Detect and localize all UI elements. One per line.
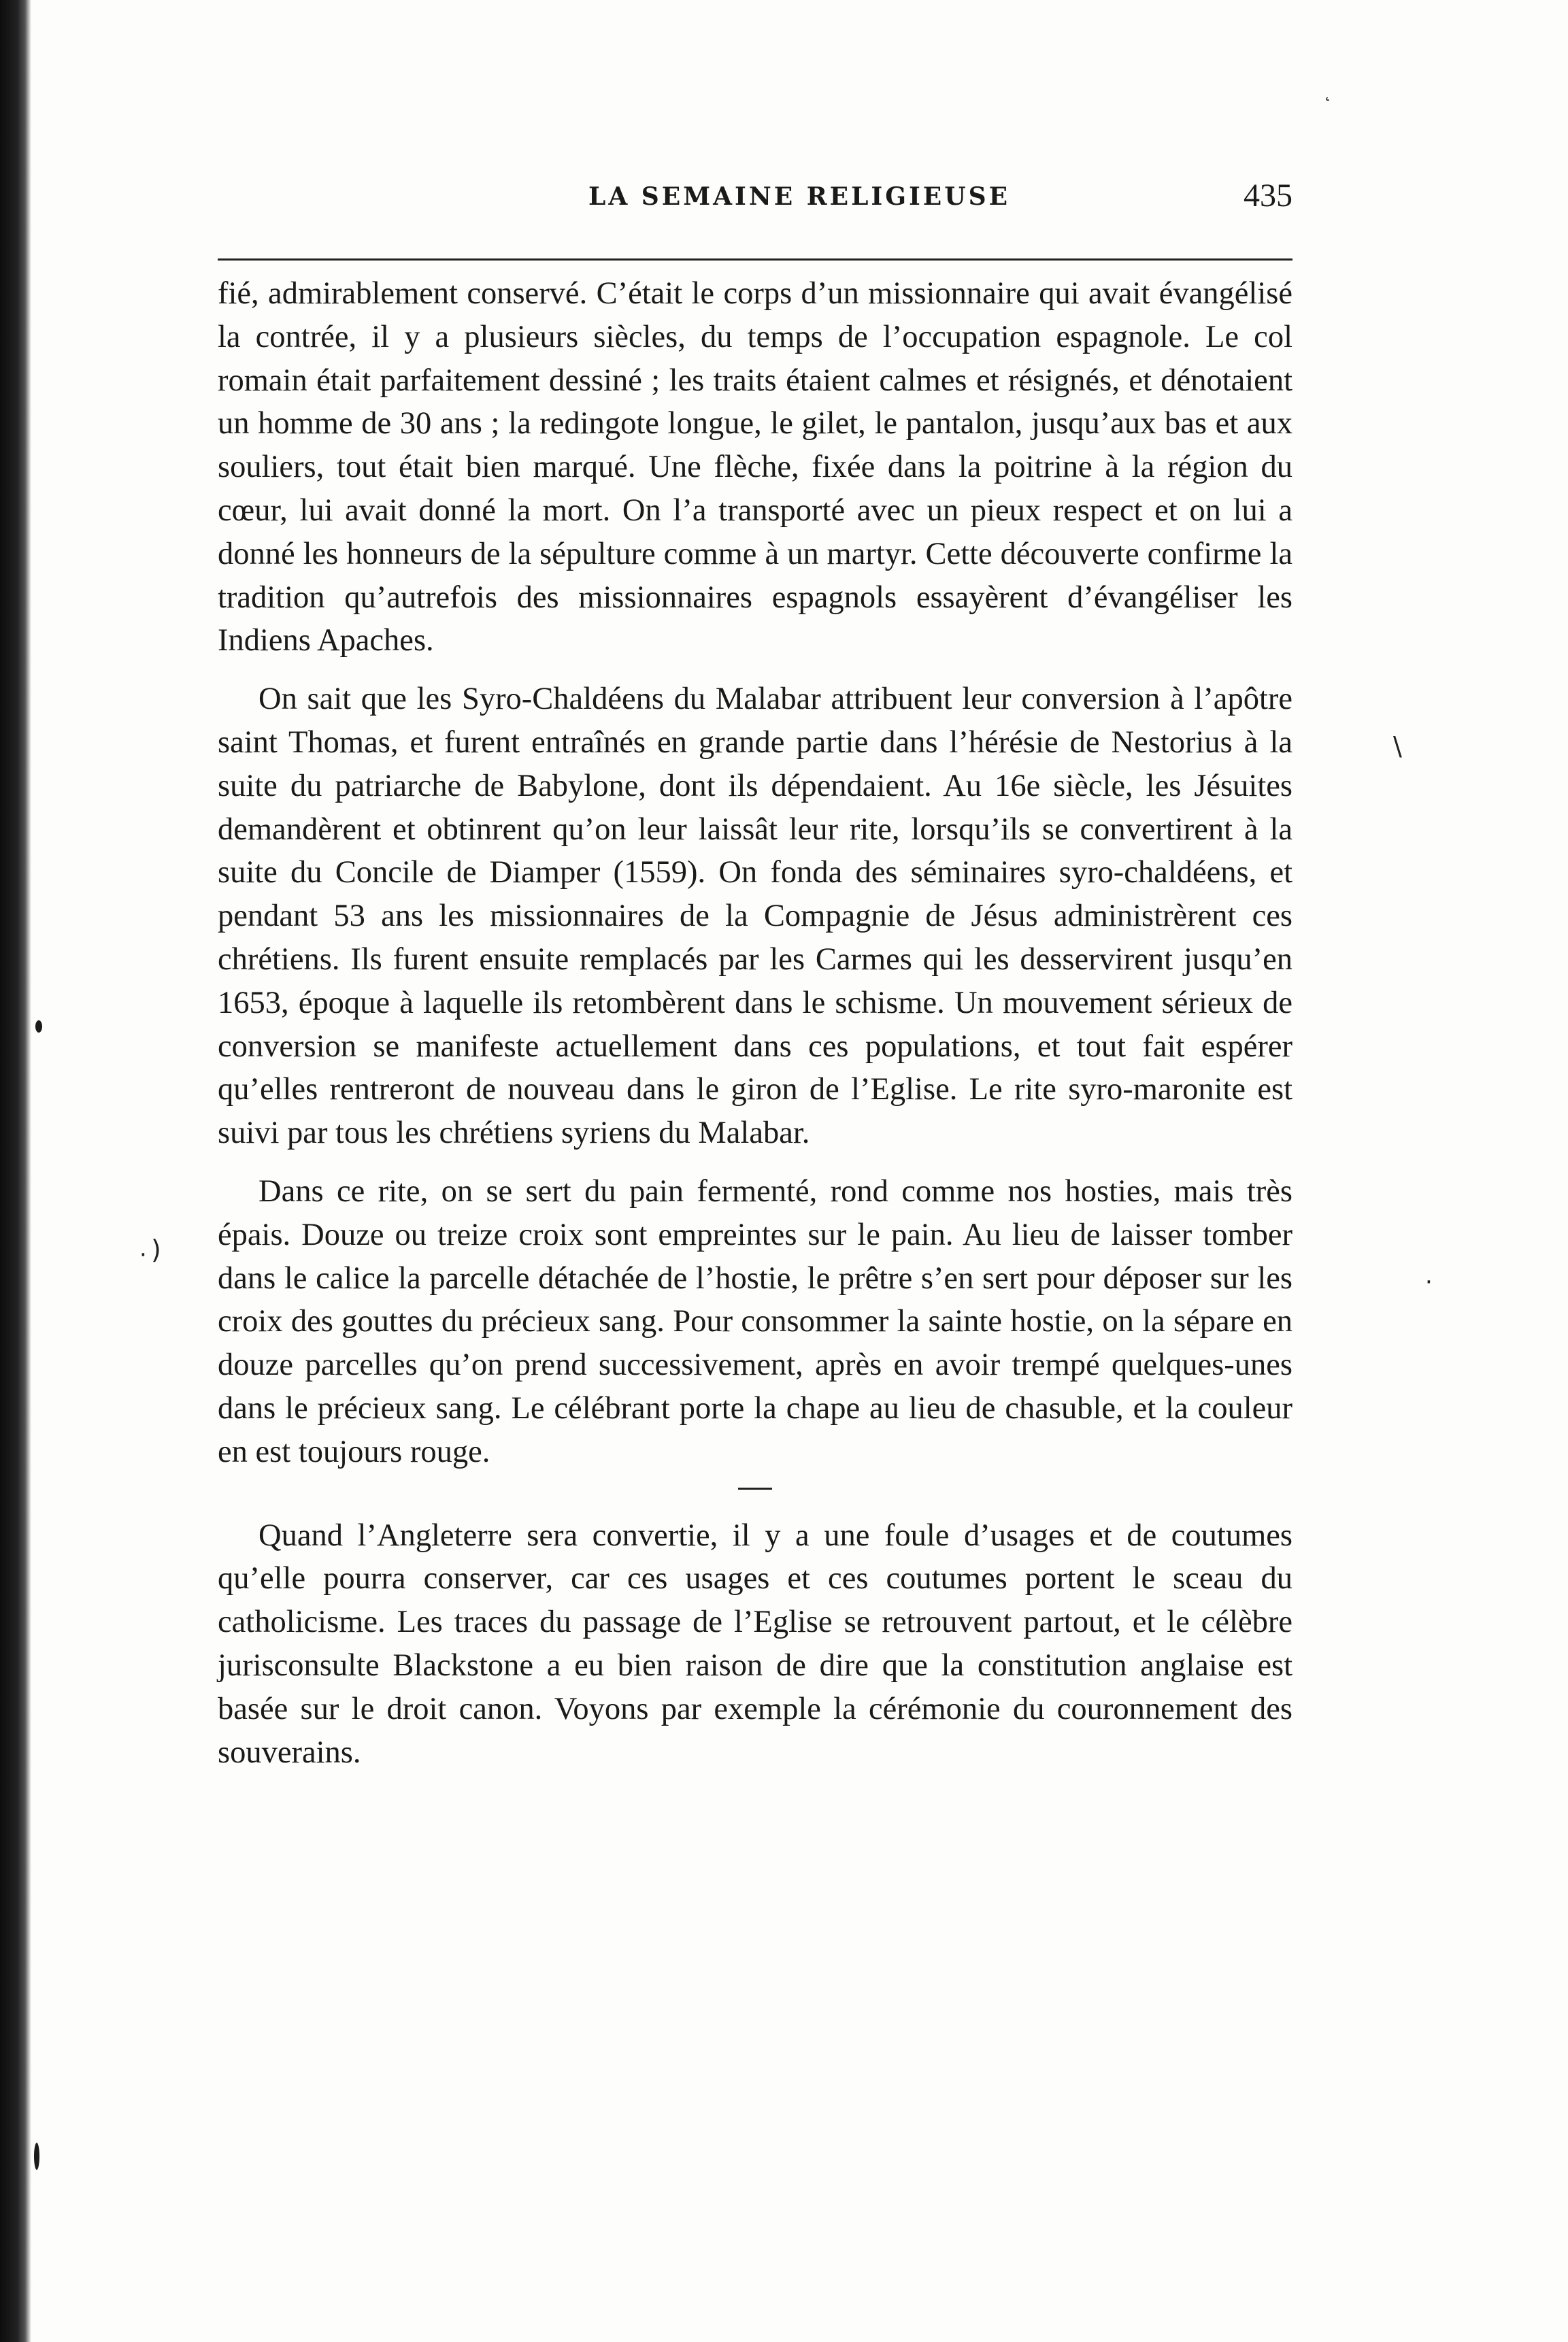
header-rule <box>218 258 1292 261</box>
section-separator <box>738 1488 772 1490</box>
margin-mark: ˛ <box>1323 82 1332 102</box>
binding-edge <box>0 0 31 2342</box>
body-text <box>218 272 1292 1774</box>
binding-speck <box>35 1020 42 1033</box>
paragraph: Quand l’Angleterre sera convertie, il y a une foule d’usages et de coutumes qu’elle pourra conserver, car ces usages et ces coutumes portent le sceau du catholicisme. Les traces du passage de l’Eglise se retrouvent partout, et le célèbre jurisconsulte Blackstone a eu bien raison de dire que la constitution anglaise est basée sur le droit canon. Voyons par exemple la cérémonie du couronnement des souverains. <box>218 1518 1292 1770</box>
paragraph: On sait que les Syro-Chaldéens du Malabar attribuent leur conversion à l’apôtre saint Thomas, et furent entraînés en grande partie dans l’hérésie de Nestorius à la suite du patriarche de Babylone, dont ils dépendaient. Au 16e siècle, les Jésuites demandèrent et obtinrent qu’on leur laissât leur rite, lorsqu’ils se convertirent à la suite du Concile de Diamper (1559). On fonda des séminaires syro-chaldéens, et pendant 53 ans les missionnaires de la Compagnie de Jésus administrèrent ces chrétiens. Ils furent ensuite remplacés par les Carmes qui les desservirent jusqu’en 1653, époque à laquelle ils retombèrent dans le schisme. Un mouvement sérieux de conversion se manifeste actuellement dans ces populations, et tout fait espérer qu’elles rentreront de nouveau dans le giron de l’Eglise. Le rite syro-maronite est suivi par tous les chrétiens syriens du Malabar. <box>218 682 1292 1151</box>
running-title: LA SEMAINE RELIGIEUSE <box>588 182 1011 211</box>
paragraph: Dans ce rite, on se sert du pain fermenté, rond comme nos hosties, mais très épais. Douze ou treize croix sont empreintes sur le pain. Au lieu de laisser tomber dans le calice la parcelle détachée de l’hostie, le prêtre s’en sert pour déposer sur les croix des gouttes du précieux sang. Pour consommer la sainte hostie, on la sépare en douze parcelles qu’on prend successivement, après en avoir trempé quelques-unes dans le précieux sang. Le célébrant porte la chape au lieu de chasuble, et la couleur en est toujours rouge. <box>218 1173 1292 1469</box>
margin-mark: ) <box>151 1235 161 1265</box>
page-number: 435 <box>1244 178 1292 214</box>
margin-mark: \ <box>1393 731 1402 761</box>
paragraph: fié, admirablement conservé. C’était le corps d’un missionnaire qui avait évangélisé la contrée, il y a plusieurs siècles, du temps de l’occupation espagnole. Le col romain était parfaitement dessiné ; les traits étaient calmes et résignés, et dénotaient un homme de 30 ans ; la redingote longue, le gilet, le pantalon, jusqu’aux bas et aux souliers, tout était bien marqué. Une flèche, fixée dans la poitrine à la région du cœur, lui avait donné la mort. On l’a transporté avec un pieux respect et on lui a donné les honneurs de la sépulture comme à un martyr. Cette découverte confirme la tradition qu’autrefois des missionnaires espagnols essayèrent d’évangéliser les Indiens Apaches. <box>218 276 1292 658</box>
margin-mark: · <box>1425 1269 1433 1296</box>
binding-speck <box>34 2143 39 2170</box>
running-head <box>218 178 1292 230</box>
margin-mark: · <box>139 1241 147 1269</box>
